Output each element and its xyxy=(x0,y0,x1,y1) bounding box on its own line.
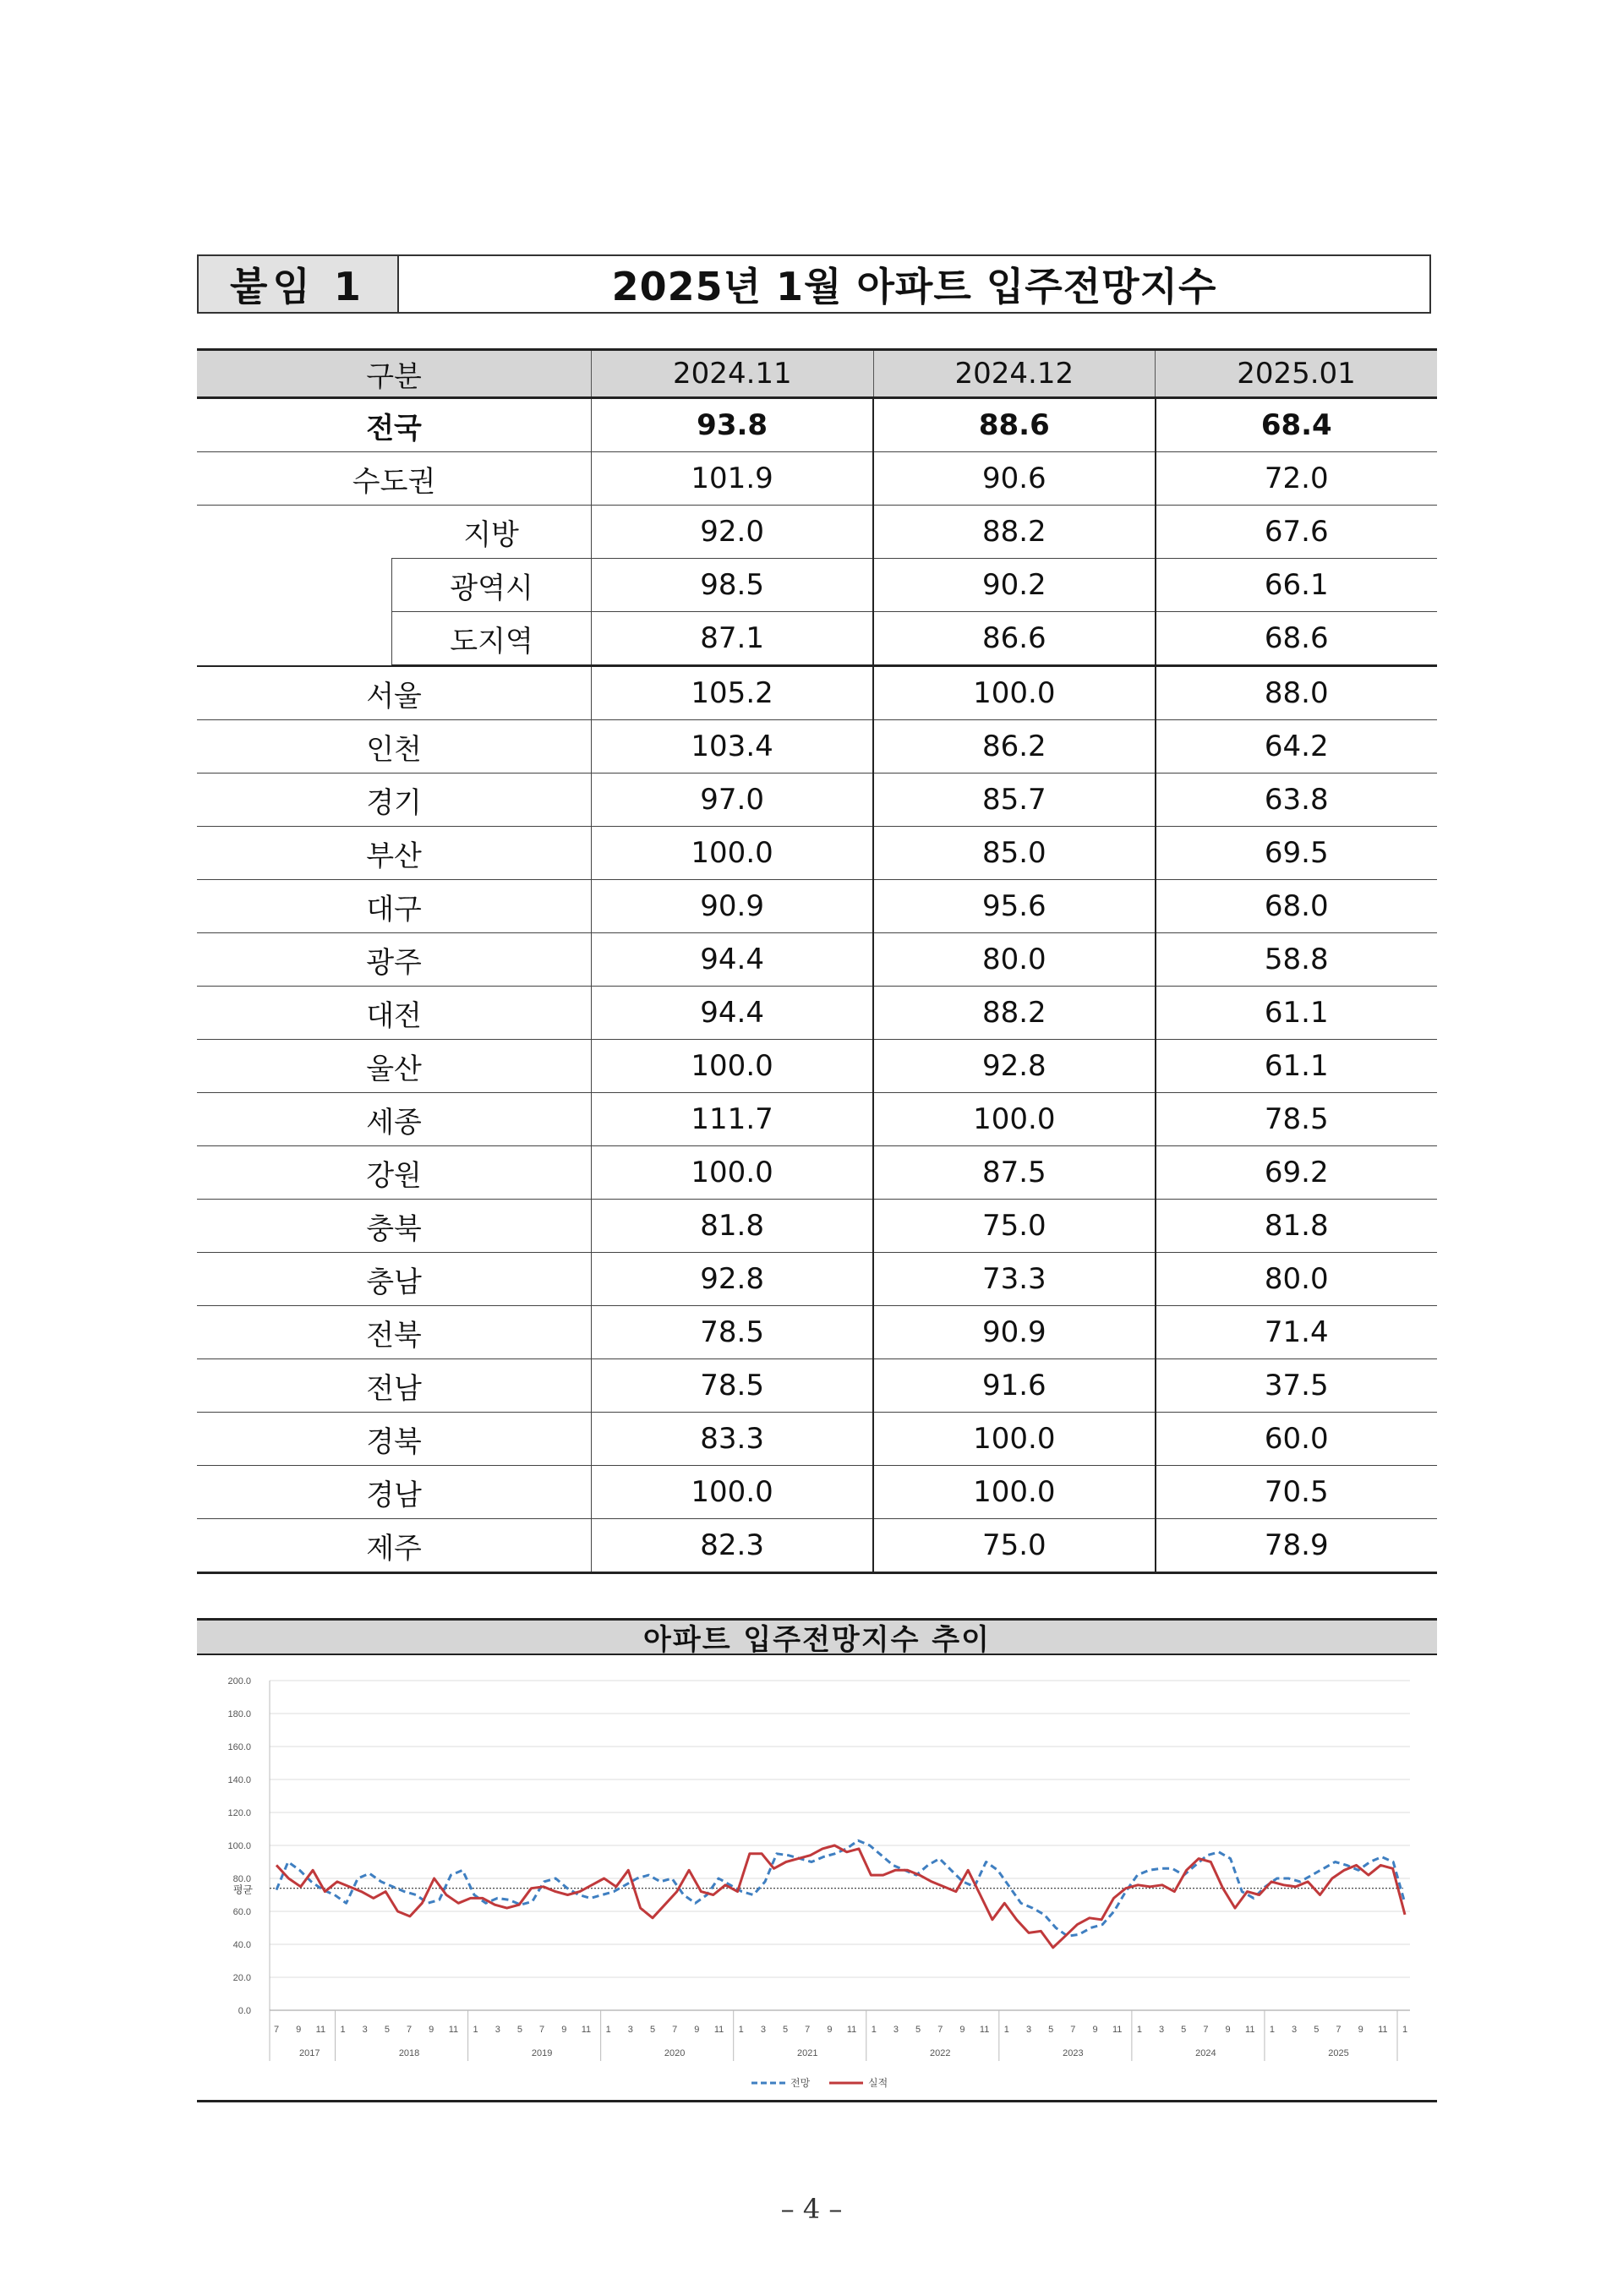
x-tick-label: 7 xyxy=(805,2025,811,2035)
x-tick-label: 5 xyxy=(1314,2025,1320,2035)
table-cell: 75.0 xyxy=(873,1519,1155,1573)
row-label: 대전 xyxy=(197,987,592,1040)
row-label: 경북 xyxy=(197,1413,592,1466)
x-tick-label: 3 xyxy=(1025,2025,1032,2035)
x-tick-label: 5 xyxy=(782,2025,789,2035)
table-row xyxy=(197,1306,1437,1359)
table-row xyxy=(197,1413,1437,1466)
x-tick-label: 11 xyxy=(846,2025,857,2035)
table-row xyxy=(197,827,1437,880)
x-tick-label: 11 xyxy=(979,2025,990,2035)
row-label: 강원 xyxy=(197,1146,592,1200)
x-tick-label: 11 xyxy=(315,2025,326,2035)
table-cell: 100.0 xyxy=(873,1413,1155,1466)
y-tick-label: 200.0 xyxy=(227,1676,251,1686)
table-cell: 58.8 xyxy=(1156,933,1437,987)
x-tick-label: 7 xyxy=(1070,2025,1076,2035)
table-row xyxy=(197,666,1437,720)
table-cell: 92.8 xyxy=(873,1040,1155,1093)
y-tick-label: 20.0 xyxy=(232,1973,251,1983)
year-label: 2019 xyxy=(531,2048,553,2058)
x-tick-label: 3 xyxy=(893,2025,899,2035)
table-row xyxy=(197,506,1437,559)
table-cell: 92.0 xyxy=(592,506,873,559)
row-label: 경남 xyxy=(197,1466,592,1519)
row-label: 전국 xyxy=(197,398,592,452)
table-cell: 87.1 xyxy=(592,612,873,666)
x-tick-label: 11 xyxy=(1378,2025,1388,2035)
table-cell: 78.9 xyxy=(1156,1519,1437,1573)
table-row xyxy=(197,1146,1437,1200)
table-cell: 69.2 xyxy=(1156,1146,1437,1200)
x-tick-label: 3 xyxy=(627,2025,633,2035)
table-cell: 88.0 xyxy=(1156,666,1437,720)
table-cell: 100.0 xyxy=(592,1040,873,1093)
table-cell: 80.0 xyxy=(1156,1253,1437,1306)
row-label: 경기 xyxy=(197,774,592,827)
table-row xyxy=(197,1040,1437,1093)
table-cell: 91.6 xyxy=(873,1359,1155,1413)
chart-bottom-rule xyxy=(197,2100,1437,2102)
x-tick-label: 11 xyxy=(581,2025,592,2035)
table-cell: 93.8 xyxy=(592,398,873,452)
table-row xyxy=(197,880,1437,933)
x-tick-label: 3 xyxy=(1158,2025,1165,2035)
merged-blank xyxy=(197,558,391,612)
x-tick-label: 9 xyxy=(827,2025,833,2035)
x-tick-label: 1 xyxy=(738,2025,744,2035)
table-row xyxy=(197,1253,1437,1306)
y-tick-label: 80.0 xyxy=(232,1874,251,1884)
x-tick-label: 7 xyxy=(672,2025,678,2035)
table-row xyxy=(197,987,1437,1040)
table-cell: 85.7 xyxy=(873,774,1155,827)
table-cell: 69.5 xyxy=(1156,827,1437,880)
table-cell: 63.8 xyxy=(1156,774,1437,827)
x-tick-label: 7 xyxy=(539,2025,545,2035)
table-cell: 82.3 xyxy=(592,1519,873,1573)
table-header-row xyxy=(197,350,1437,398)
x-tick-label: 9 xyxy=(1358,2025,1363,2035)
x-tick-label: 5 xyxy=(516,2025,523,2035)
trend-line-chart xyxy=(197,1657,1437,2098)
x-tick-label: 7 xyxy=(1336,2025,1342,2035)
table-row xyxy=(197,1093,1437,1146)
table-cell: 94.4 xyxy=(592,987,873,1040)
series-line-actual xyxy=(276,1845,1405,1948)
table-cell: 60.0 xyxy=(1156,1413,1437,1466)
table-cell: 83.3 xyxy=(592,1413,873,1466)
table-cell: 61.1 xyxy=(1156,987,1437,1040)
table-cell: 78.5 xyxy=(592,1359,873,1413)
row-label: 충남 xyxy=(197,1253,592,1306)
table-cell: 105.2 xyxy=(592,666,873,720)
table-cell: 73.3 xyxy=(873,1253,1155,1306)
year-label: 2021 xyxy=(796,2048,818,2058)
table-cell: 80.0 xyxy=(873,933,1155,987)
table-cell: 64.2 xyxy=(1156,720,1437,774)
row-label: 울산 xyxy=(197,1040,592,1093)
table-row xyxy=(197,559,1437,612)
table-cell: 88.2 xyxy=(873,506,1155,559)
appendix-title-box xyxy=(197,254,1431,314)
table-cell: 86.6 xyxy=(873,612,1155,666)
table-cell: 98.5 xyxy=(592,559,873,612)
year-label: 2023 xyxy=(1063,2048,1084,2058)
table-cell: 66.1 xyxy=(1156,559,1437,612)
x-tick-label: 1 xyxy=(1402,2025,1408,2035)
table-cell: 92.8 xyxy=(592,1253,873,1306)
table-cell: 100.0 xyxy=(592,1466,873,1519)
x-tick-label: 7 xyxy=(937,2025,943,2035)
x-tick-label: 1 xyxy=(1269,2025,1276,2035)
row-sublabel: 광역시 xyxy=(391,559,591,611)
x-tick-label: 3 xyxy=(362,2025,368,2035)
table-cell: 97.0 xyxy=(592,774,873,827)
x-tick-label: 9 xyxy=(561,2025,567,2035)
x-tick-label: 11 xyxy=(448,2025,459,2035)
y-tick-label: 0.0 xyxy=(238,2006,251,2016)
legend-label: 실적 xyxy=(868,2077,888,2089)
average-label: 평균 xyxy=(232,1883,253,1896)
table-cell: 100.0 xyxy=(873,1466,1155,1519)
x-tick-label: 9 xyxy=(1092,2025,1098,2035)
row-sublabel: 도지역 xyxy=(391,612,591,664)
table-cell: 68.6 xyxy=(1156,612,1437,666)
x-tick-label: 11 xyxy=(713,2025,724,2035)
table-cell: 70.5 xyxy=(1156,1466,1437,1519)
table-row xyxy=(197,933,1437,987)
x-tick-label: 3 xyxy=(495,2025,500,2035)
x-tick-label: 11 xyxy=(1112,2025,1123,2035)
table-cell: 90.2 xyxy=(873,559,1155,612)
year-label: 2024 xyxy=(1195,2048,1216,2058)
table-cell: 78.5 xyxy=(592,1306,873,1359)
year-label: 2018 xyxy=(398,2048,420,2058)
table-cell: 85.0 xyxy=(873,827,1155,880)
table-cell: 95.6 xyxy=(873,880,1155,933)
table-cell: 75.0 xyxy=(873,1200,1155,1253)
y-tick-label: 60.0 xyxy=(232,1907,251,1917)
table-body xyxy=(197,398,1437,1573)
row-label: 세종 xyxy=(197,1093,592,1146)
table-cell: 67.6 xyxy=(1156,506,1437,559)
row-label: 수도권 xyxy=(197,452,592,506)
row-label: 지방 xyxy=(197,506,592,559)
x-tick-label: 1 xyxy=(1003,2025,1009,2035)
x-tick-label: 1 xyxy=(1136,2025,1142,2035)
table-header-col: 2025.01 xyxy=(1156,350,1437,398)
x-tick-label: 1 xyxy=(473,2025,478,2035)
x-tick-label: 5 xyxy=(915,2025,921,2035)
x-tick-label: 11 xyxy=(1245,2025,1255,2035)
y-tick-label: 40.0 xyxy=(232,1940,251,1950)
table-cell: 81.8 xyxy=(1156,1200,1437,1253)
table-cell: 90.9 xyxy=(873,1306,1155,1359)
x-tick-label: 1 xyxy=(340,2025,346,2035)
chart-title: 아파트 입주전망지수 추이 xyxy=(197,1618,1437,1655)
table-cell: 100.0 xyxy=(873,1093,1155,1146)
year-label: 2020 xyxy=(664,2048,686,2058)
x-tick-label: 9 xyxy=(1225,2025,1231,2035)
y-tick-label: 180.0 xyxy=(227,1709,251,1719)
table-cell: 103.4 xyxy=(592,720,873,774)
x-tick-label: 5 xyxy=(1181,2025,1187,2035)
year-label: 2025 xyxy=(1328,2048,1349,2058)
table-cell: 101.9 xyxy=(592,452,873,506)
x-tick-label: 9 xyxy=(296,2025,302,2035)
row-label: 광주 xyxy=(197,933,592,987)
table-row xyxy=(197,774,1437,827)
table-cell: 111.7 xyxy=(592,1093,873,1146)
table-cell: 87.5 xyxy=(873,1146,1155,1200)
table-cell: 61.1 xyxy=(1156,1040,1437,1093)
table-cell: 86.2 xyxy=(873,720,1155,774)
table-cell: 94.4 xyxy=(592,933,873,987)
page-title: 2025년 1월 아파트 입주전망지수 xyxy=(611,264,1217,309)
table-cell: 71.4 xyxy=(1156,1306,1437,1359)
merged-blank xyxy=(197,611,391,665)
table-row xyxy=(197,1359,1437,1413)
table-header-col: 2024.11 xyxy=(592,350,873,398)
table-row xyxy=(197,1466,1437,1519)
y-tick-label: 120.0 xyxy=(227,1808,251,1818)
x-tick-label: 5 xyxy=(384,2025,390,2035)
table-cell: 78.5 xyxy=(1156,1093,1437,1146)
y-tick-label: 100.0 xyxy=(227,1841,251,1851)
x-tick-label: 7 xyxy=(273,2025,280,2035)
table-cell: 68.0 xyxy=(1156,880,1437,933)
x-tick-label: 9 xyxy=(694,2025,700,2035)
table-cell: 100.0 xyxy=(873,666,1155,720)
row-label: 서울 xyxy=(197,666,592,720)
row-label: 충북 xyxy=(197,1200,592,1253)
row-label: 제주 xyxy=(197,1519,592,1573)
table-cell: 88.2 xyxy=(873,987,1155,1040)
table-row xyxy=(197,452,1437,506)
series-line-forecast xyxy=(276,1840,1405,1936)
table-cell: 100.0 xyxy=(592,827,873,880)
row-label: 전남 xyxy=(197,1359,592,1413)
year-label: 2022 xyxy=(930,2048,951,2058)
table-cell: 90.6 xyxy=(873,452,1155,506)
row-label xyxy=(197,559,592,612)
row-label: 부산 xyxy=(197,827,592,880)
x-tick-label: 1 xyxy=(871,2025,877,2035)
table-cell: 100.0 xyxy=(592,1146,873,1200)
table-row xyxy=(197,720,1437,774)
y-tick-label: 140.0 xyxy=(227,1775,251,1785)
table-cell: 72.0 xyxy=(1156,452,1437,506)
table-cell: 81.8 xyxy=(592,1200,873,1253)
table-row xyxy=(197,398,1437,452)
row-label: 대구 xyxy=(197,880,592,933)
x-tick-label: 3 xyxy=(760,2025,766,2035)
table-row xyxy=(197,612,1437,666)
x-tick-label: 7 xyxy=(406,2025,413,2035)
y-tick-label: 160.0 xyxy=(227,1742,251,1752)
row-label: 인천 xyxy=(197,720,592,774)
x-tick-label: 5 xyxy=(1048,2025,1054,2035)
table-cell: 88.6 xyxy=(873,398,1155,452)
x-tick-label: 7 xyxy=(1203,2025,1209,2035)
table-row xyxy=(197,1519,1437,1573)
table-cell: 90.9 xyxy=(592,880,873,933)
x-tick-label: 1 xyxy=(605,2025,611,2035)
table-row xyxy=(197,1200,1437,1253)
year-label: 2017 xyxy=(299,2048,320,2058)
row-label xyxy=(197,612,592,666)
page-number: – 4 – xyxy=(780,2193,843,2225)
x-tick-label: 5 xyxy=(649,2025,656,2035)
table-cell: 37.5 xyxy=(1156,1359,1437,1413)
row-label: 전북 xyxy=(197,1306,592,1359)
table-header-col: 2024.12 xyxy=(873,350,1155,398)
index-table xyxy=(197,348,1437,1574)
x-tick-label: 9 xyxy=(959,2025,965,2035)
appendix-label: 붙임 1 xyxy=(199,256,399,312)
legend-label: 전망 xyxy=(790,2077,811,2089)
x-tick-label: 3 xyxy=(1292,2025,1298,2035)
table-header-category: 구분 xyxy=(197,350,592,398)
table-cell: 68.4 xyxy=(1156,398,1437,452)
x-tick-label: 9 xyxy=(429,2025,434,2035)
